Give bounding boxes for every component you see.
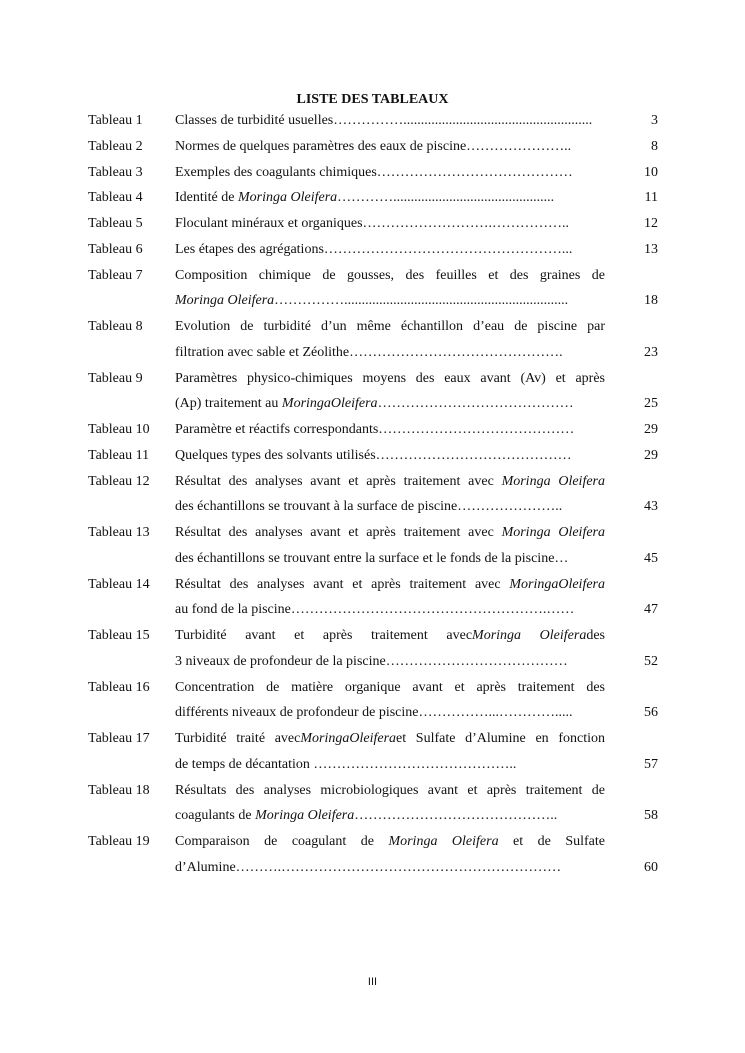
toc-entry — [88, 577, 658, 629]
table-label: Tableau 8 — [88, 319, 143, 334]
caption-text: Floculant minéraux et organiques……………………….…………….. — [175, 216, 570, 231]
table-label: Tableau 13 — [88, 525, 150, 540]
table-label: Tableau 16 — [88, 679, 150, 695]
page-title: LISTE DES TABLEAUX — [296, 92, 449, 107]
page-ref: 29 — [644, 447, 658, 463]
page-ref: 47 — [644, 602, 658, 618]
table-label: Tableau 1 — [88, 113, 143, 128]
table-caption-line — [175, 293, 605, 309]
table-label: Tableau 12 — [88, 473, 150, 489]
toc-entry — [88, 474, 658, 526]
table-caption-line — [175, 808, 605, 824]
species-name: Moringa Oleifera — [472, 628, 587, 643]
table-caption-line — [175, 113, 605, 129]
page-ref: 23 — [644, 344, 658, 360]
toc-entry — [88, 216, 658, 242]
table-caption-line — [175, 680, 605, 696]
table-label: Tableau 14 — [88, 576, 150, 592]
species-name: Moringa Oleifera — [501, 525, 605, 540]
table-caption-line — [175, 602, 605, 618]
caption-text: Normes de quelques paramètres des eaux de piscine………………….. — [175, 138, 572, 154]
species-name: Moringa Oleifera — [388, 834, 499, 849]
table-caption-line — [175, 242, 605, 258]
table-label: Tableau 9 — [88, 370, 143, 386]
caption-text: Exemples des coagulants chimiques…………………………………… — [175, 164, 573, 180]
table-caption-line — [175, 396, 605, 412]
table-caption-line — [175, 654, 605, 670]
caption-text: Concentration de matière organique avant et après traitement des — [175, 679, 605, 695]
table-label: Tableau 6 — [88, 241, 143, 257]
table-caption-line — [175, 577, 605, 593]
caption-text: Paramètre et réactifs correspondants…………………………………… — [175, 422, 575, 437]
toc-entry — [88, 448, 658, 474]
species-name: MoringaOleifera — [281, 396, 378, 412]
caption-text: Turbidité avant et après traitement avec — [175, 628, 473, 643]
caption-text: coagulants de — [175, 808, 256, 824]
caption-text: différents niveaux de profondeur de piscine……………...…………..... — [175, 705, 573, 721]
toc-entry — [88, 139, 658, 165]
caption-text: …………………………………….. — [354, 808, 558, 824]
caption-text: Classes de turbidité usuelles……………...................................................... — [175, 113, 593, 128]
caption-text: de temps de décantation …………………………………….. — [175, 756, 517, 772]
table-caption-line — [175, 422, 605, 438]
table-label: Tableau 18 — [88, 782, 150, 798]
toc-entry — [88, 165, 658, 191]
table-caption-line — [175, 783, 605, 799]
page-ref: 56 — [644, 705, 658, 721]
toc-entry — [88, 371, 658, 423]
species-name: Moringa Oleifera — [237, 190, 338, 206]
toc-entry — [88, 628, 658, 680]
caption-text: Composition chimique de gousses, des feuilles et des graines de — [175, 267, 605, 283]
table-caption-line — [175, 525, 605, 541]
caption-text: Turbidité traité avec — [175, 731, 301, 746]
toc-entry — [88, 680, 658, 732]
caption-text: Résultats des analyses microbiologiques avant et après traitement de — [175, 782, 605, 798]
page-ref: 60 — [644, 859, 658, 875]
toc-entry — [88, 242, 658, 268]
caption-text: d’Alumine……….…………………………………………………… — [175, 859, 562, 875]
toc-entry — [88, 525, 658, 577]
caption-text: (Ap) traitement au — [175, 396, 282, 412]
page-ref: 18 — [644, 293, 658, 309]
table-label: Tableau 11 — [88, 447, 150, 463]
page-ref: 11 — [644, 190, 658, 206]
caption-text: au fond de la piscine……………………………………………….…… — [175, 602, 575, 618]
caption-text: 3 niveaux de profondeur de la piscine………………………………… — [175, 653, 568, 669]
table-caption-line — [175, 165, 605, 181]
toc-entry — [88, 834, 658, 886]
table-label: Tableau 4 — [88, 190, 143, 206]
table-label: Tableau 17 — [88, 731, 150, 746]
page-number: III — [367, 976, 378, 988]
table-label: Tableau 5 — [88, 216, 143, 231]
table-label: Tableau 15 — [88, 628, 150, 643]
table-caption-line — [175, 190, 605, 206]
table-caption-line — [175, 371, 605, 387]
species-name: Moringa Oleifera — [255, 808, 355, 824]
table-caption-line — [175, 499, 605, 515]
caption-text: Résultat des analyses avant et après traitement avec — [175, 576, 510, 592]
caption-text: Quelques types des solvants utilisés…………………………………… — [175, 447, 572, 463]
table-caption-line — [175, 216, 605, 232]
page-ref: 45 — [644, 550, 658, 566]
page-ref: 10 — [644, 164, 658, 180]
toc-entry — [88, 268, 658, 320]
caption-text: et de Sulfate — [498, 834, 605, 849]
caption-text: des échantillons se trouvant entre la surface et le fonds de la piscine… — [175, 550, 569, 566]
table-label: Tableau 7 — [88, 267, 143, 283]
page-ref: 29 — [644, 422, 658, 437]
species-name: Moringa Oleifera — [175, 293, 275, 309]
page-ref: 8 — [651, 138, 658, 154]
caption-text: Résultat des analyses avant et après traitement avec — [175, 473, 502, 489]
caption-text: ……………................................................................ — [274, 293, 569, 309]
table-label: Tableau 10 — [88, 422, 150, 437]
table-caption-line — [175, 860, 605, 876]
table-caption-line — [175, 757, 605, 773]
page-ref: 52 — [644, 653, 658, 669]
species-name: MoringaOleifera — [300, 731, 397, 746]
table-caption-line — [175, 705, 605, 721]
page-ref: 13 — [644, 241, 658, 257]
table-label: Tableau 19 — [88, 834, 150, 849]
caption-text: des — [586, 628, 605, 643]
toc-entry — [88, 731, 658, 783]
page-ref: 58 — [644, 808, 658, 824]
species-name: MoringaOleifera — [509, 576, 605, 592]
toc-entry — [88, 113, 658, 139]
caption-text: ………….............................................. — [337, 190, 555, 206]
toc-entry — [88, 422, 658, 448]
caption-text: Les étapes des agrégations……………………………………………... — [175, 241, 573, 257]
caption-text: Comparaison de coagulant de — [175, 834, 389, 849]
species-name: Moringa Oleifera — [501, 473, 605, 489]
toc-entry — [88, 319, 658, 371]
table-caption-line — [175, 319, 605, 335]
page-ref: 12 — [644, 216, 658, 231]
table-caption-line — [175, 448, 605, 464]
caption-text: Paramètres physico-chimiques moyens des eaux avant (Av) et après — [175, 370, 605, 386]
table-label: Tableau 2 — [88, 138, 143, 154]
table-caption-line — [175, 345, 605, 361]
caption-text: des échantillons se trouvant à la surface de piscine………………….. — [175, 499, 563, 515]
toc-entry — [88, 783, 658, 835]
caption-text: et Sulfate d’Alumine en fonction — [396, 731, 605, 746]
table-label: Tableau 3 — [88, 164, 143, 180]
caption-text: Evolution de turbidité d’un même échantillon d’eau de piscine par — [175, 319, 605, 334]
caption-text: filtration avec sable et Zéolithe………………………………………. — [175, 344, 563, 360]
caption-text: …………………………………… — [377, 396, 574, 412]
table-caption-line — [175, 628, 605, 644]
page-ref: 57 — [644, 756, 658, 772]
page-ref: 43 — [644, 499, 658, 515]
page-ref: 25 — [644, 396, 658, 412]
table-caption-line — [175, 551, 605, 567]
table-caption-line — [175, 474, 605, 490]
table-caption-line — [175, 834, 605, 850]
page-ref: 3 — [651, 113, 658, 128]
toc-entry — [88, 190, 658, 216]
table-caption-line — [175, 268, 605, 284]
table-caption-line — [175, 731, 605, 747]
caption-text: Identité de — [175, 190, 238, 206]
caption-text: Résultat des analyses avant et après traitement avec — [175, 525, 502, 540]
table-caption-line — [175, 139, 605, 155]
